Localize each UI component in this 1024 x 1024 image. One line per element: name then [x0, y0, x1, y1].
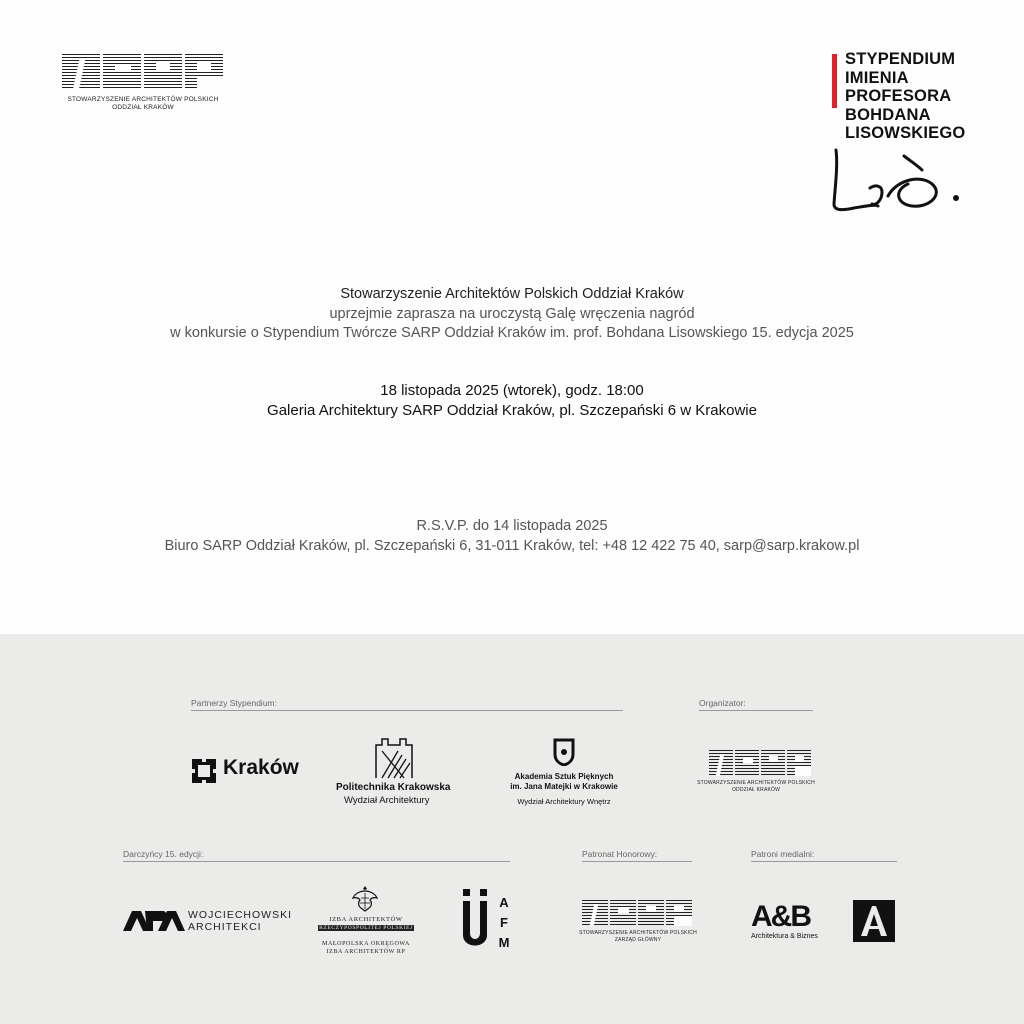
event-venue: Galeria Architektury SARP Oddział Kraków, pl. Szczepański 6 w Krakowie — [267, 402, 757, 419]
invitation-line-3: w konkursie o Stypendium Twórcze SARP Oddział Kraków im. prof. Bohdana Lisowskiego 15. edycja 2025 — [170, 325, 854, 341]
ab-subtitle: Architektura & Biznes — [751, 933, 818, 940]
sarp-caption-line1: STOWARZYSZENIE ARCHITEKTÓW POLSKICH — [67, 96, 219, 103]
sponsors-footer — [0, 634, 1024, 1024]
asp-name-line2: im. Jana Matejki w Krakowie — [510, 782, 618, 791]
stypendium-line-1: STYPENDIUM — [845, 50, 956, 68]
organizer-label: Organizator: — [699, 698, 746, 708]
izba-line1: IZBA ARCHITEKTÓW — [329, 916, 403, 923]
invitation-block — [0, 286, 1024, 344]
afm-letter-f: F — [500, 915, 508, 930]
politechnika-name: Politechnika Krakowska — [336, 782, 451, 793]
organizer-divider — [699, 710, 813, 711]
sarp-caption-line2: ODDZIAŁ KRAKÓW — [112, 104, 174, 111]
event-date: 18 listopada 2025 (wtorek), godz. 18:00 — [380, 382, 644, 399]
partners-divider — [191, 710, 623, 711]
sarp-zg-caption-line1: STOWARZYSZENIE ARCHITEKTÓW POLSKICH — [579, 930, 697, 936]
honorary-divider — [582, 861, 692, 862]
krakow-logo-icon — [192, 759, 216, 783]
a-square-logo-icon — [853, 900, 895, 942]
sarp-letters-icon — [62, 54, 223, 90]
apa-line2: ARCHITEKCI — [188, 921, 262, 933]
asp-name-line1: Akademia Sztuk Pięknych — [514, 772, 614, 781]
organizer-caption-line2: ODDZIAŁ KRAKÓW — [731, 786, 781, 793]
organizer-caption-line1: STOWARZYSZENIE ARCHITEKTÓW POLSKICH — [697, 780, 815, 786]
organizer-line: Stowarzyszenie Architektów Polskich Oddział Kraków — [340, 286, 684, 302]
rsvp-line: R.S.V.P. do 14 listopada 2025 — [416, 518, 608, 534]
partners-label: Partnerzy Stypendium: — [191, 698, 277, 708]
krakow-logo-text: Kraków — [223, 756, 299, 779]
event-details — [0, 382, 1024, 422]
politechnika-faculty: Wydział Architektury — [344, 795, 430, 806]
honorary-label: Patronat Honorowy: — [582, 849, 658, 859]
donors-divider — [123, 861, 510, 862]
asp-faculty: Wydział Architektury Wnętrz — [517, 797, 611, 806]
izba-line4: IZBA ARCHITEKTÓW RP — [326, 949, 406, 955]
organizer-sarp-letters-icon — [709, 750, 811, 776]
red-accent-bar — [832, 54, 837, 108]
media-divider — [751, 861, 897, 862]
apa-logo-icon — [123, 911, 185, 931]
stypendium-line-3: PROFESORA — [845, 87, 952, 105]
contact-line: Biuro SARP Oddział Kraków, pl. Szczepański 6, 31-011 Kraków, tel: +48 12 422 75 40, sarp@sarp.krakow.pl — [164, 538, 860, 554]
signature-icon — [832, 148, 967, 218]
media-label: Patroni medialni: — [751, 849, 815, 859]
apa-line1: WOJCIECHOWSKI — [188, 909, 292, 921]
invitation-line-2: uprzejmie zaprasza na uroczystą Galę wręczenia nagród — [329, 306, 695, 322]
afm-logo-icon — [462, 889, 488, 953]
stypendium-line-4: BOHDANA — [845, 105, 931, 124]
izba-line2: RZECZYPOSPOLITEJ POLSKIEJ — [319, 925, 413, 931]
stypendium-line-2: IMIENIA — [845, 68, 909, 87]
eagle-emblem-icon — [352, 884, 378, 912]
afm-letter-m: M — [498, 935, 510, 950]
donors-label: Darczyńcy 15. edycji: — [123, 849, 204, 859]
stypendium-line-5: LISOWSKIEGO — [845, 124, 966, 142]
ab-logo: A&B — [751, 900, 810, 933]
sarp-zg-caption-line2: ZARZĄD GŁÓWNY — [614, 936, 662, 943]
afm-letter-a: A — [499, 895, 509, 910]
sarp-zg-letters-icon — [582, 900, 692, 926]
izba-line3: MAŁOPOLSKA OKRĘGOWA — [322, 941, 410, 947]
asp-logo-icon — [553, 738, 575, 766]
rsvp-block — [0, 518, 1024, 558]
politechnika-logo-icon — [374, 737, 414, 779]
